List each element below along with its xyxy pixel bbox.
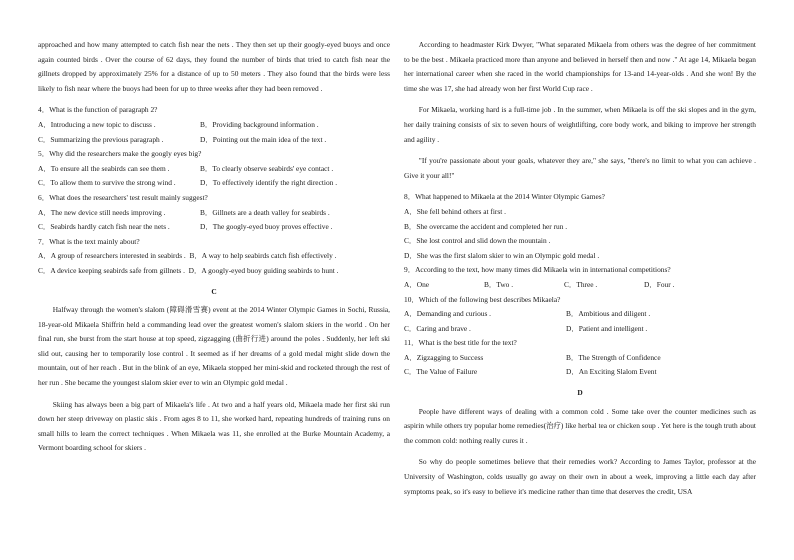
option-d: D．Patient and intelligent .	[566, 323, 648, 333]
left-column	[38, 38, 390, 456]
question-text: 7．What is the text mainly about?	[38, 236, 140, 246]
question-4	[38, 103, 390, 147]
option-b: B．To clearly observe seabirds' eye contact .	[200, 163, 334, 173]
option-ab	[38, 249, 390, 264]
question-text: 4．What is the function of paragraph 2?	[38, 105, 158, 115]
question-11	[404, 336, 756, 380]
question-10	[404, 293, 756, 337]
right-column	[404, 38, 756, 499]
question-5	[38, 147, 390, 191]
question-text: 5．Why did the researchers make the googly eyes big?	[38, 149, 202, 159]
question-8	[404, 190, 756, 263]
option-a: A．One	[404, 279, 430, 289]
question-text: 10．Which of the following best describes Mikaela?	[404, 294, 561, 304]
passage-c-paragraph-4: For Mikaela, working hard is a full-time job . In the summer, when Mikaela is off the ski slopes and in the gym, her daily training consists of six to seven hours of weightlifting, core body work, and biking to improve her strength and agility .	[404, 105, 756, 144]
option-b: B．A way to help seabirds catch fish effectively .	[189, 251, 337, 261]
option-b: B．The Strength of Confidence	[566, 352, 661, 362]
passage-c-paragraph-1: Halfway through the women's slalom (障碍滑雪赛) event at the 2014 Winter Olympic Games in Sochi, Russia, 18-year-old Mikaela Shiffrin held a commanding lead over the greatest women's slalom skiers in the world . On her final run, she burst from the start house at top speed, zigzagging (曲折行进) around the poles . Suddenly, her left ski slid out, causing her to temporarily lose control . It seemed as if her dreams of a gold medal might slide down the mountain, out of her reach . But in the blink of an eye, Mikaela stopped her mini-skid and rocketed through the rest of her run . She became the youngest slalom skier ever to win an Olympic gold medal .	[38, 305, 390, 388]
option-d: D．She was the first slalom skier to win an Olympic gold medal .	[404, 250, 600, 260]
option-c: C．Summarizing the previous paragraph .	[38, 134, 164, 144]
option-a: A．A group of researchers interested in seabirds .	[38, 251, 186, 261]
option-c: C．A device keeping seabirds safe from gillnets .	[38, 265, 185, 275]
option-c: C．Caring and brave .	[404, 323, 471, 333]
option-b: B．Two .	[484, 279, 514, 289]
paragraph-continued: approached and how many attempted to catch fish near the nets . They then set up their googly-eyed buoys and once again counted birds . Over the course of 62 days, they found the number of birds that tried to catch fish near the gillnets dropped by approximately 25% for a distance of up to 50 meters . They also found that the birds were less likely to fish near where the buoys had been for up to three weeks after they had been removed .	[38, 40, 390, 93]
question-7	[38, 235, 390, 279]
question-6	[38, 191, 390, 235]
option-c: C．Three .	[564, 279, 598, 289]
option-a: A．The new device still needs improving .	[38, 207, 166, 217]
option-a: A．To ensure all the seabirds can see them .	[38, 163, 170, 173]
option-d: D．The googly-eyed buoy proves effective .	[200, 222, 333, 232]
option-a: A．Introducing a new topic to discuss .	[38, 119, 156, 129]
option-d: D．To effectively identify the right direction .	[200, 178, 338, 188]
option-b: B．Providing background information .	[200, 119, 319, 129]
option-d: D．An Exciting Slalom Event	[566, 367, 657, 377]
option-b: B．Ambitious and diligent .	[566, 309, 651, 319]
option-c: C．The Value of Failure	[404, 367, 478, 377]
section-heading-d: D	[577, 388, 583, 398]
passage-c-paragraph-5: "If you're passionate about your goals, whatever they are," she says, "there's no limit to what you can achieve . Give it your all!"	[404, 156, 756, 180]
option-b: B．Gillnets are a death valley for seabirds .	[200, 207, 330, 217]
option-a: A．She fell behind others at first .	[404, 206, 507, 216]
option-a: A．Zigzagging to Success	[404, 352, 484, 362]
question-text: 11．What is the best title for the text?	[404, 338, 517, 348]
passage-c-paragraph-3: According to headmaster Kirk Dwyer, "What separated Mikaela from others was the degree of her commitment to be the best . Mikaela practiced more than anyone and believed in herself then and now ." At age 14, Mikaela began her international career when she raced in the world championships for 13-and 14-year-olds . And she won! By the time she was 17, she had already won her first World Cup race .	[404, 40, 756, 93]
question-text: 9．According to the text, how many times did Mikaela win in international competitions?	[404, 265, 671, 275]
option-d: D．Pointing out the main idea of the text .	[200, 134, 327, 144]
option-d: D．A googly-eyed buoy guiding seabirds to hunt .	[188, 265, 339, 275]
passage-c-paragraph-2: Skiing has always been a big part of Mikaela's life . At two and a half years old, Mikaela made her first ski run down her steep driveway on plastic skis . From ages 8 to 11, she worked hard, repeating hundreds of training runs on small hills to learn the correct techniques . When Mikaela was 11, she enrolled at the Burke Mountain Academy, a Vermont boarding school for skiers .	[38, 399, 390, 453]
option-a: A．Demanding and curious .	[404, 309, 492, 319]
question-9	[404, 263, 756, 292]
option-b: B．She overcame the accident and completed her run .	[404, 221, 568, 231]
option-c: C．To allow them to survive the strong wind .	[38, 178, 176, 188]
option-c: C．She lost control and slid down the mountain .	[404, 236, 551, 246]
section-heading-c: C	[211, 286, 217, 296]
question-text: 8．What happened to Mikaela at the 2014 Winter Olympic Games?	[404, 192, 605, 202]
passage-d-paragraph-2: So why do people sometimes believe that their remedies work? According to James Taylor, professor at the University of Washington, colds usually go away on their own in about a week, improving a little each day after symptoms peak, so it's easy to believe it's medicine rather than time that deserves the credit, USA	[404, 457, 756, 496]
option-cd	[38, 264, 390, 279]
option-d: D．Four .	[644, 279, 675, 289]
question-text: 6．What does the researchers' test result mainly suggest?	[38, 192, 208, 202]
passage-d-paragraph-1: People have different ways of dealing with a common cold . Some take over the counter medicines such as aspirin while others try popular home remedies(治疗) like herbal tea or chicken soup . Yet here is the tough truth about the common cold: nothing really cures it .	[404, 406, 756, 445]
option-c: C．Seabirds hardly catch fish near the nets .	[38, 222, 170, 232]
